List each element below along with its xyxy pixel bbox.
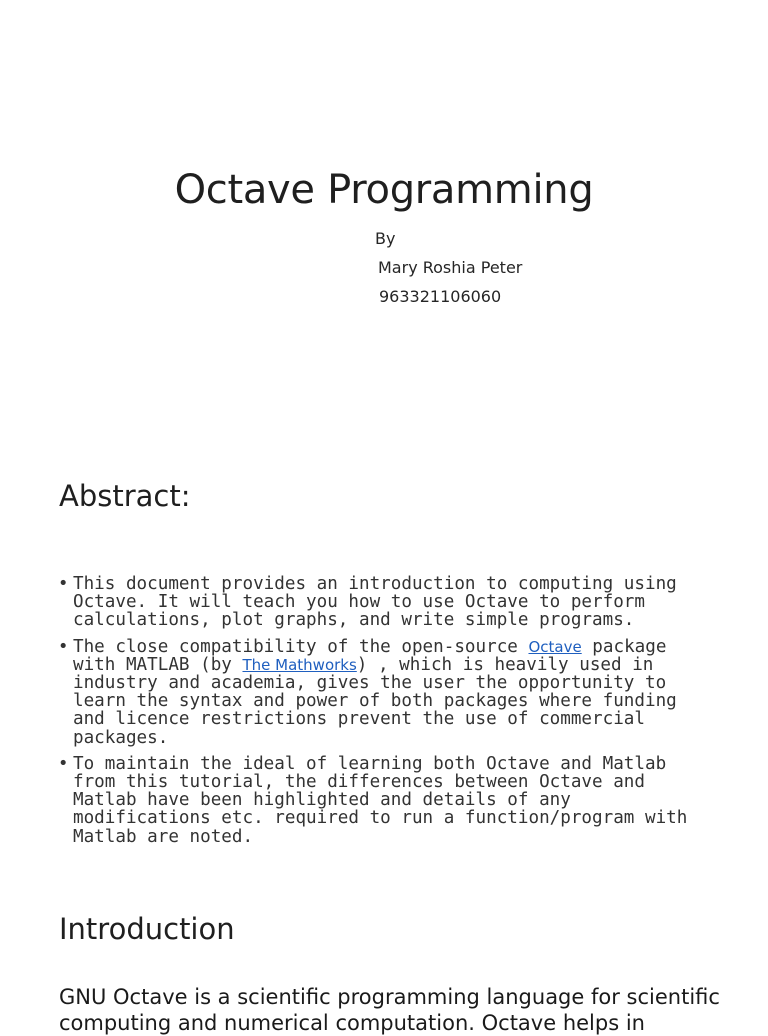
abstract-bullet-1-text: This document provides an introduction to computing using Octave. It will teach you how to use Octave to perform calculations, plot graphs, and write simple programs. <box>73 574 677 631</box>
abstract-heading: Abstract: <box>59 479 191 513</box>
abstract-bullet-2-text-end: ) , which is heavily used in industry and academia, gives the user the opportunity to learn the syntax and power of both packages where funding and licence restrictions prevent the use of commercial packages. <box>73 654 677 748</box>
author-id-number: 963321106060 <box>379 287 502 306</box>
abstract-bullet-2 <box>58 638 718 747</box>
abstract-bullet-2-text-middle: package with MATLAB (by <box>73 636 667 675</box>
by-label: By <box>375 229 396 248</box>
abstract-bullet-3 <box>58 755 718 846</box>
abstract-bullet-1 <box>58 575 718 630</box>
document-title: Octave Programming <box>174 167 594 213</box>
introduction-paragraph: GNU Octave is a scientific programming language for scientific computing and numerical computation. Octave helps in <box>59 985 720 1035</box>
mathworks-link[interactable]: The Mathworks <box>242 655 357 674</box>
abstract-bullet-3-text: To maintain the ideal of learning both Octave and Matlab from this tutorial, the differences between Octave and Matlab have been highlighted and details of any modifications etc. required to run a function/program with Matlab are noted. <box>73 753 688 847</box>
abstract-bullet-list <box>58 575 718 854</box>
abstract-bullet-2-text-start: The close compatibility of the open-source <box>73 636 529 657</box>
octave-link[interactable]: Octave <box>528 637 582 656</box>
author-name: Mary Roshia Peter <box>378 258 523 277</box>
introduction-heading: Introduction <box>59 912 235 946</box>
